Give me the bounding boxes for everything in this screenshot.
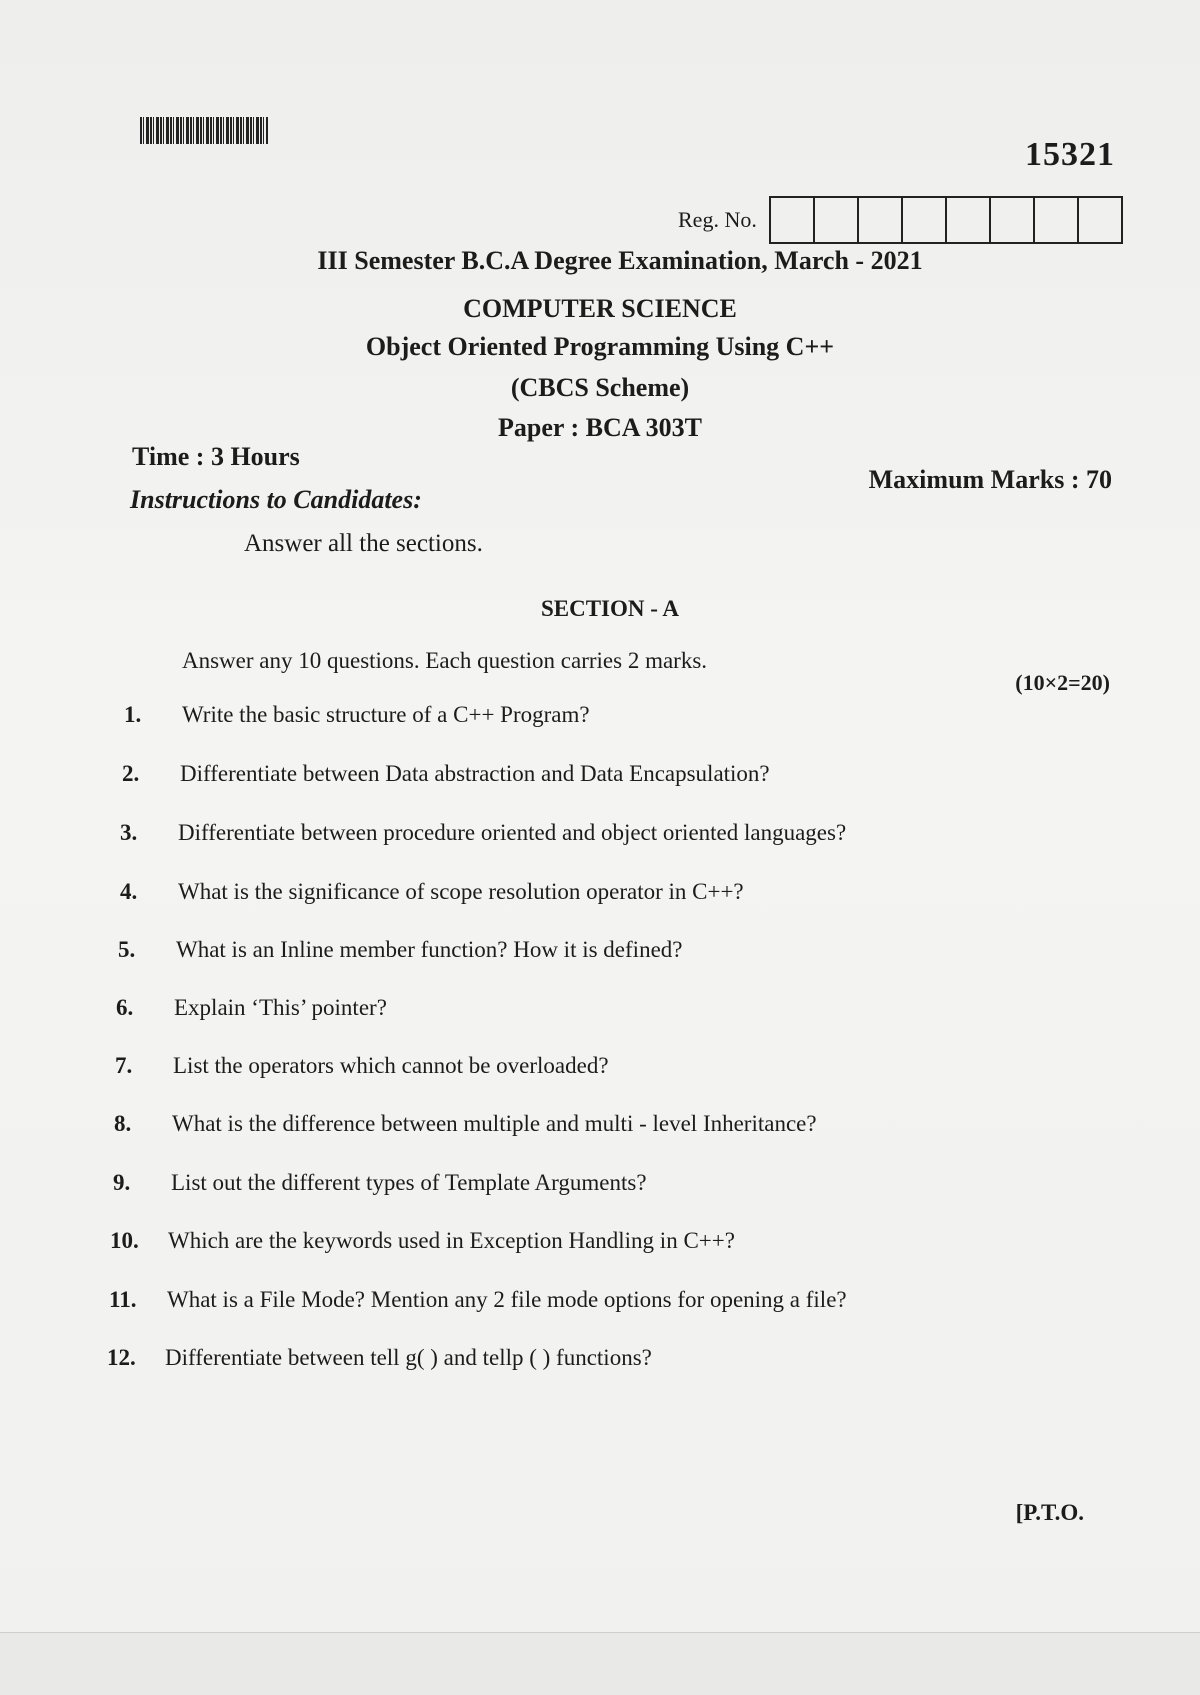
question-item <box>107 1345 652 1371</box>
scheme-label: (CBCS Scheme) <box>510 373 690 402</box>
question-text: Differentiate between Data abstraction and Data Encapsulation? <box>180 761 770 786</box>
question-item <box>113 1170 647 1196</box>
question-number: 12. <box>107 1345 136 1370</box>
section-a-title: SECTION - A <box>540 596 680 621</box>
section-a-instruction: Answer any 10 questions. Each question carries 2 marks. <box>182 648 708 673</box>
question-item <box>110 1228 735 1254</box>
question-item <box>115 1053 609 1079</box>
question-text: What is an Inline member function? How it is defined? <box>176 937 683 962</box>
question-text: Differentiate between tell g( ) and tellp ( ) functions? <box>165 1345 652 1370</box>
subject-title: COMPUTER SCIENCE <box>463 294 737 323</box>
question-number: 1. <box>124 702 142 727</box>
question-item <box>109 1287 847 1313</box>
paper-label: Paper : BCA 303T <box>498 413 702 442</box>
instructions-title: Instructions to Candidates: <box>130 485 422 514</box>
question-number: 11. <box>109 1287 137 1312</box>
course-title: Object Oriented Programming Using C++ <box>365 332 835 361</box>
question-number: 9. <box>113 1170 131 1195</box>
question-number: 8. <box>114 1111 132 1136</box>
question-text: Explain ‘This’ pointer? <box>174 995 387 1020</box>
question-item <box>122 761 770 787</box>
question-text: What is the significance of scope resolution operator in C++? <box>178 879 744 904</box>
question-item <box>118 937 682 963</box>
question-number: 6. <box>116 995 134 1020</box>
question-number: 2. <box>122 761 140 786</box>
question-number: 7. <box>115 1053 133 1078</box>
question-text: Differentiate between procedure oriented and object oriented languages? <box>178 820 847 845</box>
question-text: What is a File Mode? Mention any 2 file mode options for opening a file? <box>167 1287 847 1312</box>
question-number: 5. <box>118 937 136 962</box>
question-text: Write the basic structure of a C++ Program? <box>182 702 590 727</box>
time-label: Time : 3 Hours <box>132 442 300 471</box>
question-item <box>124 702 590 728</box>
max-marks-label: Maximum Marks : 70 <box>868 465 1112 494</box>
reg-label: Reg. No. <box>678 207 757 232</box>
paper-code: 15321 <box>1025 136 1115 173</box>
question-text: What is the difference between multiple and multi - level Inheritance? <box>172 1111 817 1136</box>
question-item <box>120 820 846 846</box>
question-number: 4. <box>120 879 138 904</box>
question-item <box>116 995 387 1021</box>
question-number: 3. <box>120 820 138 845</box>
section-a-marks: (10×2=20) <box>1015 670 1110 695</box>
question-text: Which are the keywords used in Exception Handling in C++? <box>168 1228 735 1253</box>
exam-title: III Semester B.C.A Degree Examination, March - 2021 <box>317 246 923 275</box>
question-number: 10. <box>110 1228 139 1253</box>
instructions-text: Answer all the sections. <box>244 530 483 557</box>
question-text: List the operators which cannot be overloaded? <box>173 1053 609 1078</box>
question-item <box>114 1111 817 1137</box>
question-item <box>120 879 744 905</box>
pto-label: [P.T.O. <box>1015 1500 1084 1525</box>
question-text: List out the different types of Template Arguments? <box>171 1170 647 1195</box>
